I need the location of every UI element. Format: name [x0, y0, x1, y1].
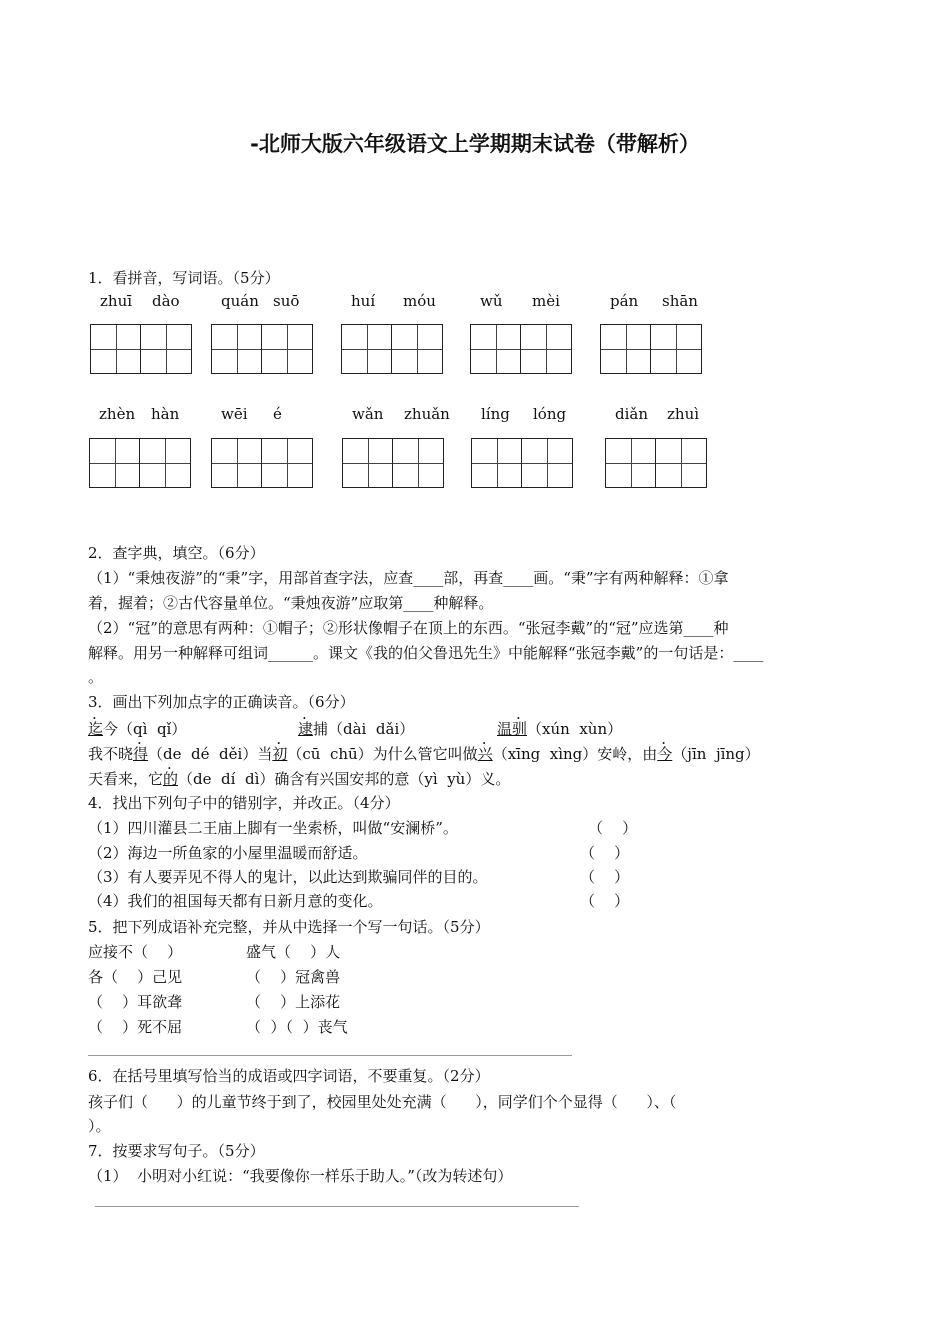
pinyin-syllable: é	[273, 405, 282, 423]
writing-box[interactable]	[605, 438, 707, 488]
writing-cell[interactable]	[521, 325, 571, 373]
writing-box[interactable]	[600, 324, 702, 374]
q3-char: 迄	[88, 720, 104, 738]
q2-line-1: （1）“秉烛夜游”的“秉”字，用部首查字法，应查____部，再查____画。“秉”字有两种解释：①拿	[88, 569, 729, 587]
q4-answer-paren: （ ）	[580, 844, 630, 862]
q3-char: 逮	[298, 720, 314, 738]
writing-box[interactable]	[211, 438, 313, 488]
pinyin-syllable: pán	[610, 292, 639, 310]
q3-char: 兴	[477, 745, 493, 763]
q3-reading: 捕（dài dǎi）	[313, 720, 415, 738]
writing-box[interactable]	[341, 324, 443, 374]
writing-box[interactable]	[211, 324, 313, 374]
pinyin-syllable: dào	[152, 292, 180, 310]
q2-line-3: （2）“冠”的意思有两种：①帽子；②形状像帽子在顶上的东西。“张冠李戴”的“冠”应选第____种	[88, 619, 729, 637]
page-title: -北师大版六年级语文上学期期末试卷（带解析）	[250, 132, 700, 156]
pinyin-syllable: huí	[351, 292, 376, 310]
pinyin-syllable: wǎn	[352, 405, 384, 423]
q7-heading: 7．按要求写句子。（5分）	[88, 1142, 265, 1160]
pinyin-syllable: wēi	[221, 405, 248, 423]
writing-cell[interactable]	[606, 439, 656, 487]
q2-line-4: 解释。用另一种解释可组词______。课文《我的伯父鲁迅先生》中能解释“张冠李戴”的一句话是：____	[88, 644, 764, 662]
q3-line-1c	[497, 719, 622, 739]
q3-reading: 今（qì qǐ）	[103, 720, 187, 738]
writing-cell[interactable]	[262, 439, 312, 487]
writing-cell[interactable]	[651, 325, 701, 373]
q5-idiom: （ ）（ ）丧气	[246, 1018, 348, 1036]
q6-line-1: 孩子们（ ）的儿童节终于到了，校园里处处充满（ ），同学们个个显得（ ）、（	[88, 1093, 677, 1111]
pinyin-syllable: zhuī	[100, 292, 133, 310]
pinyin-syllable: lóng	[533, 405, 567, 423]
q2-line-5: 。	[88, 668, 104, 686]
q3-line-1b	[298, 719, 414, 739]
q5-idiom: 盛气（ ）人	[246, 943, 341, 961]
writing-cell[interactable]	[656, 439, 706, 487]
q5-idiom: （ ）冠禽兽	[246, 968, 341, 986]
answer-line	[88, 1055, 572, 1056]
writing-cell[interactable]	[212, 439, 262, 487]
q4-heading: 4．找出下列句子中的错别字，并改正。（4分）	[88, 794, 400, 812]
q3-text: （jīn jīng）	[672, 745, 760, 763]
q3-text: 我不晓	[88, 745, 134, 763]
q3-line-2	[88, 744, 760, 764]
writing-cell[interactable]	[140, 439, 190, 487]
q4-item: （2）海边一所鱼家的小屋里温暖而舒适。	[88, 844, 368, 862]
writing-cell[interactable]	[392, 325, 442, 373]
q4-item: （1）四川灌县二王庙上脚有一坐索桥，叫做“安澜桥”。	[88, 819, 458, 837]
q3-char: 初	[272, 745, 288, 763]
writing-cell[interactable]	[343, 439, 393, 487]
q5-idiom: 应接不（ ）	[88, 943, 183, 961]
q3-char: 得	[133, 745, 149, 763]
writing-cell[interactable]	[471, 325, 521, 373]
pinyin-syllable: líng	[481, 405, 510, 423]
q5-idiom: （ ）耳欲聋	[88, 993, 183, 1011]
q3-text: 天看来，它	[88, 770, 164, 788]
q3-reading: （xún xùn）	[527, 720, 623, 738]
q2-heading: 2．查字典，填空。（6分）	[88, 544, 265, 562]
q3-char: 今	[657, 745, 673, 763]
pinyin-syllable: diǎn	[615, 405, 649, 423]
q3-text: （de dí dì）确含有兴国安邦的意（yì yù）义。	[178, 770, 511, 788]
q1-heading: 1．看拼音，写词语。（5分）	[88, 269, 280, 287]
writing-cell[interactable]	[262, 325, 312, 373]
q5-heading: 5．把下列成语补充完整，并从中选择一个写一句话。（5分）	[88, 918, 490, 936]
q2-line-2: 着，握着；②古代容量单位。“秉烛夜游”应取第____种解释。	[88, 594, 494, 612]
q3-text: （xīng xìng）安岭，由	[492, 745, 658, 763]
q3-line-3	[88, 769, 510, 789]
writing-cell[interactable]	[472, 439, 522, 487]
q4-answer-paren: （ ）	[580, 868, 630, 886]
q3-char: 驯	[512, 720, 528, 738]
pinyin-syllable: wǔ	[480, 292, 503, 310]
answer-line	[95, 1206, 579, 1207]
writing-box[interactable]	[342, 438, 444, 488]
q7-line-1: （1） 小明对小红说：“我要像你一样乐于助人。”（改为转述句）	[88, 1167, 513, 1185]
pinyin-syllable: suō	[273, 292, 300, 310]
pinyin-syllable: zhuì	[667, 405, 700, 423]
q4-item: （4）我们的祖国每天都有日新月意的变化。	[88, 892, 383, 910]
q3-char: 的	[163, 770, 179, 788]
q3-heading: 3．画出下列加点字的正确读音。（6分）	[88, 693, 355, 711]
writing-cell[interactable]	[212, 325, 262, 373]
writing-cell[interactable]	[601, 325, 651, 373]
q3-char-plain: 温	[497, 720, 513, 738]
q5-idiom: （ ）死不屈	[88, 1018, 183, 1036]
writing-cell[interactable]	[342, 325, 392, 373]
pinyin-syllable: zhuǎn	[404, 405, 450, 423]
q4-answer-paren: （ ）	[588, 819, 638, 837]
pinyin-syllable: quán	[221, 292, 259, 310]
pinyin-syllable: zhèn	[99, 405, 136, 423]
q5-idiom: （ ）上添花	[246, 993, 341, 1011]
q3-text: （de dé děi）当	[148, 745, 273, 763]
q4-answer-paren: （ ）	[580, 892, 630, 910]
pinyin-syllable: móu	[403, 292, 436, 310]
writing-cell[interactable]	[393, 439, 443, 487]
writing-box[interactable]	[470, 324, 572, 374]
q6-heading: 6．在括号里填写恰当的成语或四字词语，不要重复。（2分）	[88, 1067, 490, 1085]
q3-text: （cū chū）为什么管它叫做	[287, 745, 478, 763]
pinyin-syllable: mèi	[532, 292, 560, 310]
writing-cell[interactable]	[141, 325, 191, 373]
writing-box[interactable]	[89, 438, 191, 488]
writing-box[interactable]	[471, 438, 573, 488]
q6-line-2: ）。	[88, 1117, 111, 1135]
writing-cell[interactable]	[522, 439, 572, 487]
pinyin-syllable: shān	[662, 292, 698, 310]
writing-box[interactable]	[90, 324, 192, 374]
writing-cell[interactable]	[91, 325, 141, 373]
pinyin-syllable: hàn	[151, 405, 180, 423]
writing-cell[interactable]	[90, 439, 140, 487]
q5-idiom: 各（ ）己见	[88, 968, 183, 986]
q4-item: （3）有人要弄见不得人的鬼计，以此达到欺骗同伴的目的。	[88, 868, 488, 886]
